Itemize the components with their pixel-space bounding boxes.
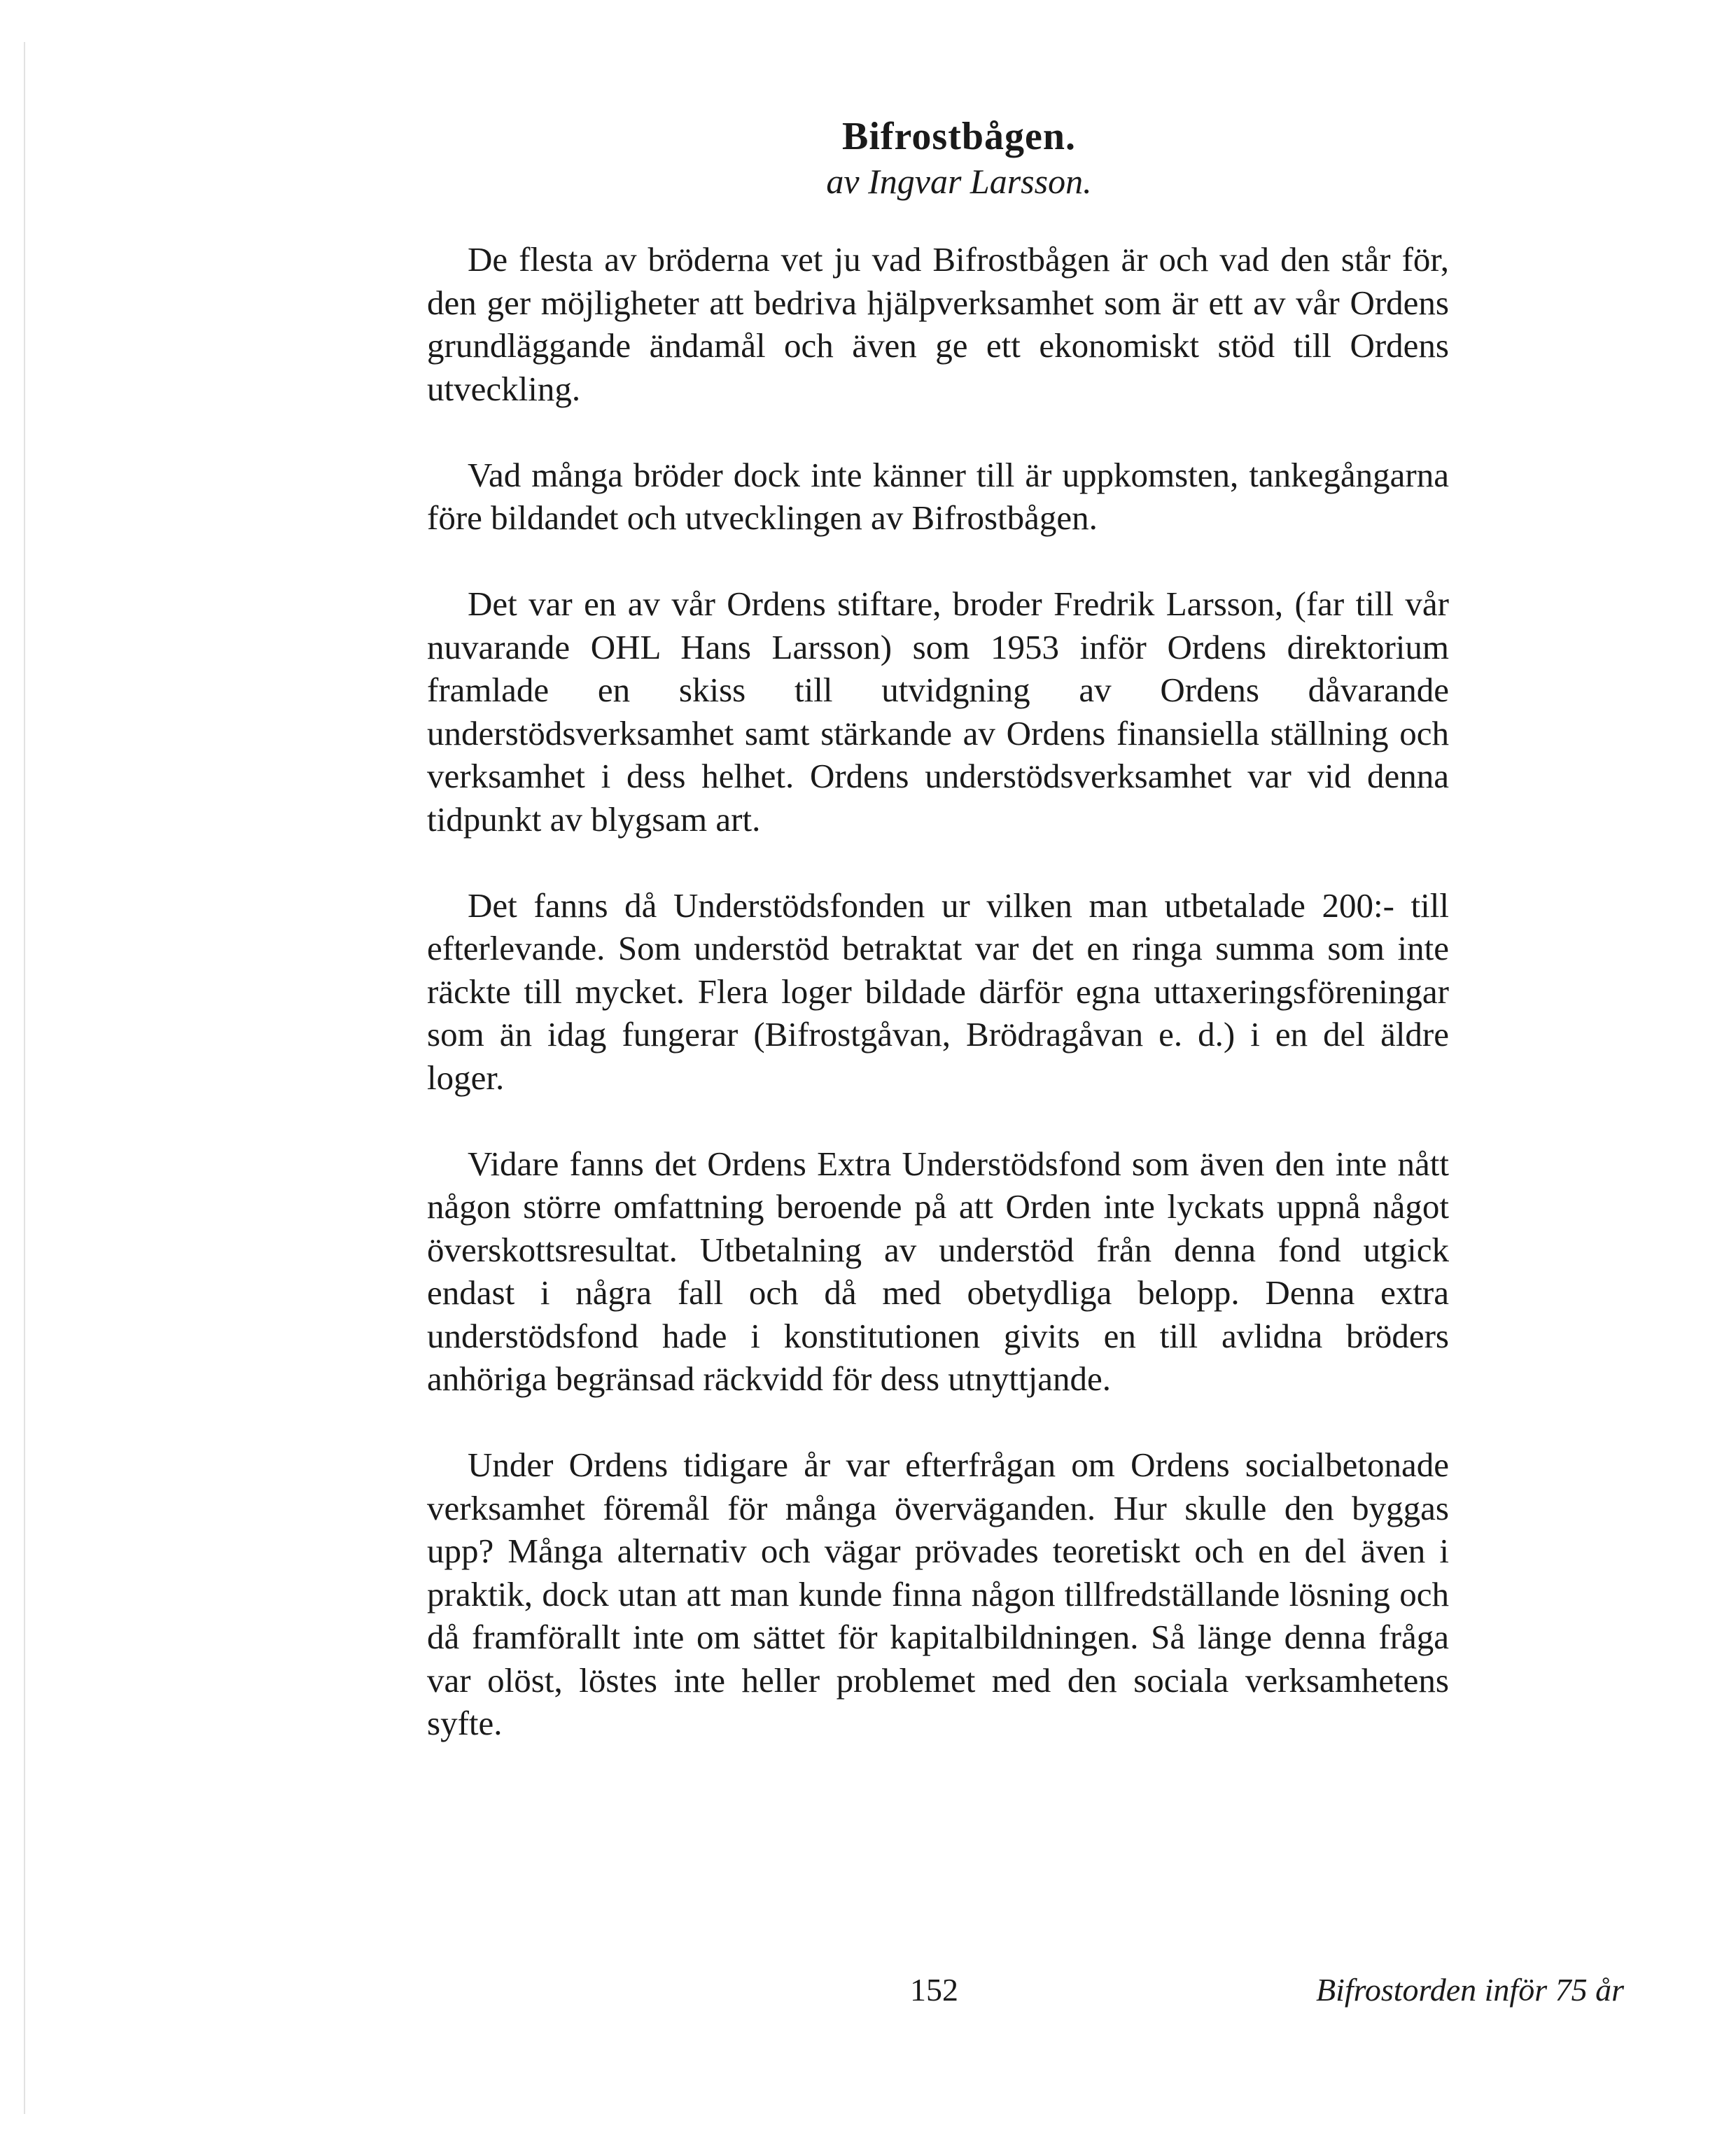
article-author: av Ingvar Larsson. (826, 162, 1092, 201)
paragraph-3: Det var en av vår Ordens stiftare, broder Fredrik Larsson, (far till vår nuvarande OHL Hans Larsson) som 1953 inför Ordens direktorium framlade en skiss till utvidgning av Ordens dåvarande understödsverksamhet samt stärkande av Ordens finansiella ställning och verksamhet i dess helhet. Ordens understödsverksamhet var vid denna tidpunkt av blygsam art. (427, 584, 1449, 839)
article-title: Bifrostbågen. (842, 115, 1076, 158)
paragraph-6: Under Ordens tidigare år var efterfrågan om Ordens socialbetonade verksamhet föremål för många överväganden. Hur skulle den byggas upp? Många alternativ och vägar prövades teoretiskt och en del även i praktik, dock utan att man kunde finna någon tillfredställande lösning och då framförallt inte om sättet för kapitalbildningen. Så länge denna fråga var olöst, löstes inte heller problemet med den sociala verksamhetens syfte. (427, 1446, 1449, 1742)
paragraph-5: Vidare fanns det Ordens Extra Understödsfond som även den inte nått någon större omfattning beroende på att Orden inte lyckats uppnå något överskottsresultat. Utbetalning av understöd från denna fond utgick endast i några fall och då med obetydliga belopp. Denna extra understödsfond hade i konstitutionen givits en till avlidna bröders anhöriga begränsad räckvidd för dess utnyttjande. (427, 1144, 1449, 1398)
article-body (427, 238, 1449, 1788)
running-footer-title: Bifrostorden inför 75 år (1315, 1972, 1624, 2008)
paragraph-2: Vad många bröder dock inte känner till är uppkomsten, tankegångarna före bildandet och utvecklingen av Bifrostbågen. (427, 455, 1449, 537)
page-number: 152 (910, 1972, 958, 2008)
paragraph-1: De flesta av bröderna vet ju vad Bifrostbågen är och vad den står för, den ger möjligheter att bedriva hjälpverksamhet som är ett av vår Ordens grundläggande ändamål och även ge ett ekonomiskt stöd till Ordens utveckling. (427, 240, 1449, 408)
paragraph-4: Det fanns då Understödsfonden ur vilken man utbetalade 200:- till efterlevande. Som understöd betraktat var det en ringa summa som inte räckte till mycket. Flera loger bildade därför egna uttaxeringsföreningar som än idag fungerar (Bifrostgåvan, Brödragåvan e. d.) i en del äldre loger. (427, 886, 1449, 1097)
page-edge-line (24, 42, 25, 2114)
